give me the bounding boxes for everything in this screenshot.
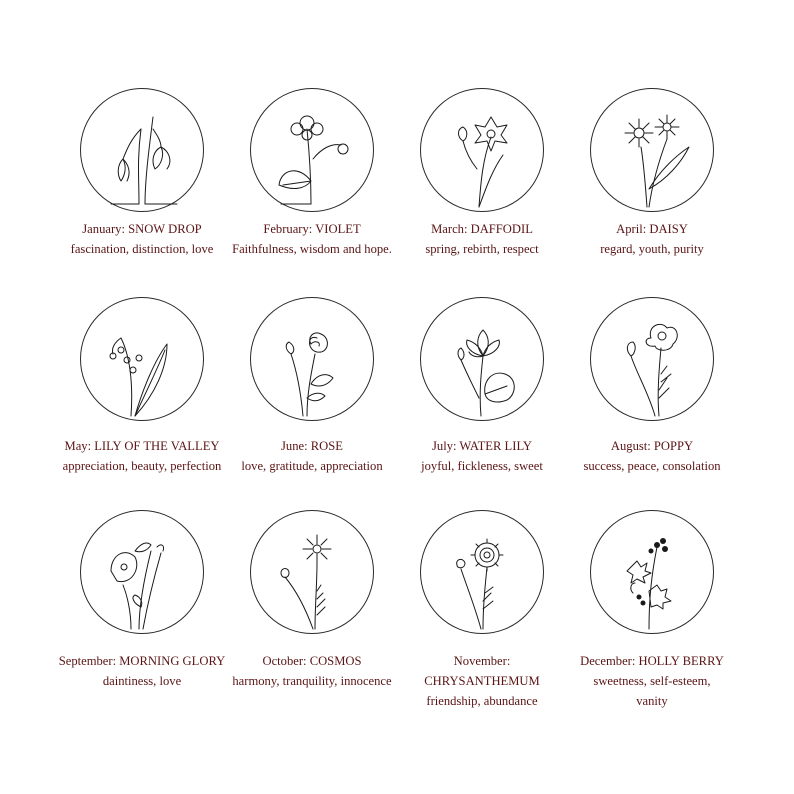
month-title-line: CHRYSANTHEMUM xyxy=(424,674,540,688)
month-title: March: DAFFODIL xyxy=(431,222,533,236)
month-meaning: harmony, tranquility, innocence xyxy=(232,674,392,688)
circle-august xyxy=(590,297,714,421)
month-meaning: Faithfulness, wisdom and hope. xyxy=(232,242,392,256)
month-meaning: fascination, distinction, love xyxy=(70,242,214,256)
circle-march xyxy=(420,88,544,212)
month-title: December: HOLLY BERRY xyxy=(580,654,724,668)
month-meaning: success, peace, consolation xyxy=(583,459,721,473)
poppy-icon xyxy=(591,298,713,420)
circle-february xyxy=(250,88,374,212)
month-title: September: MORNING GLORY xyxy=(58,654,226,668)
lily-of-the-valley-icon xyxy=(81,298,203,420)
water-lily-icon xyxy=(421,298,543,420)
caption-april xyxy=(552,219,752,259)
month-meaning: vanity xyxy=(636,694,668,708)
month-meaning: appreciation, beauty, perfection xyxy=(62,459,222,473)
month-meaning: love, gratitude, appreciation xyxy=(241,459,383,473)
month-title-line: November: xyxy=(453,654,511,668)
violet-icon xyxy=(251,89,373,211)
month-title: August: POPPY xyxy=(610,439,694,453)
month-meaning: daintiness, love xyxy=(102,674,182,688)
circle-july xyxy=(420,297,544,421)
circle-april xyxy=(590,88,714,212)
month-title: May: LILY OF THE VALLEY xyxy=(64,439,220,453)
rose-icon xyxy=(251,298,373,420)
holly-berry-icon xyxy=(591,511,713,633)
month-title: February: VIOLET xyxy=(263,222,361,236)
circle-may xyxy=(80,297,204,421)
circle-november xyxy=(420,510,544,634)
daisy-icon xyxy=(591,89,713,211)
month-meaning: joyful, fickleness, sweet xyxy=(421,459,543,473)
month-title: April: DAISY xyxy=(616,222,688,236)
month-meaning: spring, rebirth, respect xyxy=(425,242,539,256)
month-title: January: SNOW DROP xyxy=(82,222,202,236)
month-title: July: WATER LILY xyxy=(432,439,532,453)
caption-december xyxy=(552,651,752,711)
circle-june xyxy=(250,297,374,421)
month-meaning: friendship, abundance xyxy=(426,694,538,708)
month-title: June: ROSE xyxy=(281,439,343,453)
month-meaning: regard, youth, purity xyxy=(600,242,704,256)
cosmos-icon xyxy=(251,511,373,633)
caption-august xyxy=(552,436,752,476)
circle-january xyxy=(80,88,204,212)
snowdrop-icon xyxy=(81,89,203,211)
daffodil-icon xyxy=(421,89,543,211)
circle-october xyxy=(250,510,374,634)
month-meaning: sweetness, self-esteem, xyxy=(593,674,711,688)
chrysanthemum-icon xyxy=(421,511,543,633)
month-title: October: COSMOS xyxy=(262,654,362,668)
circle-december xyxy=(590,510,714,634)
circle-september xyxy=(80,510,204,634)
morning-glory-icon xyxy=(81,511,203,633)
